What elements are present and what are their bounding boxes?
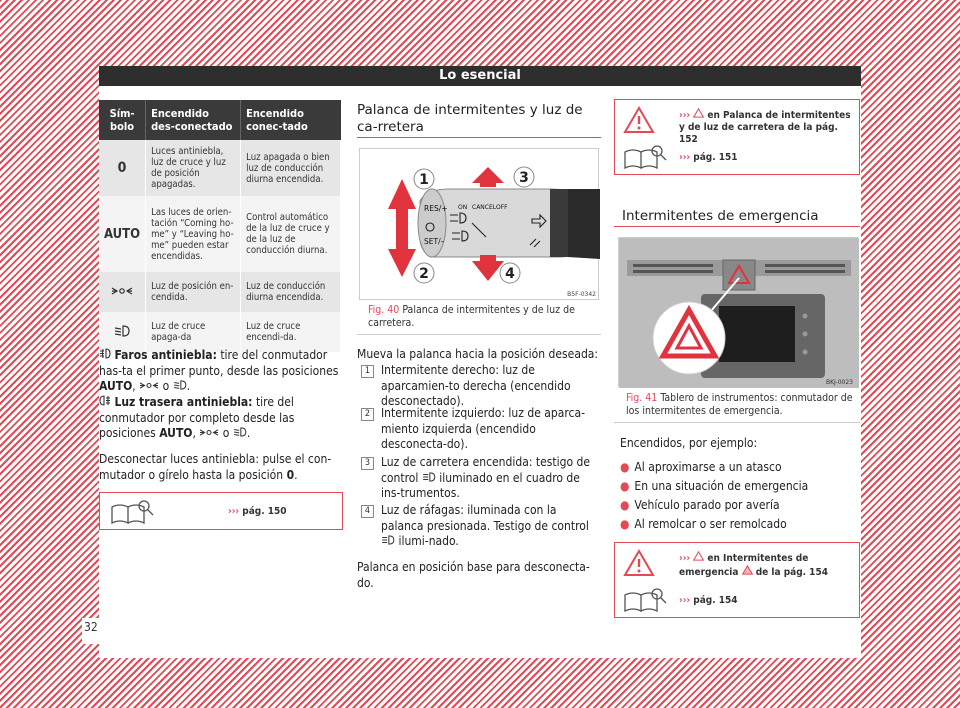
list-item bbox=[620, 460, 866, 476]
lever-item-4-text: Luz de ráfagas: iluminada con la palanca presionada. Testigo de control bbox=[381, 503, 589, 533]
lever-illustration bbox=[360, 149, 600, 301]
table-cell: Luz de cruce apaga-da bbox=[146, 312, 241, 352]
ref-item-2 bbox=[679, 595, 738, 607]
callout-2: 2 bbox=[419, 266, 429, 282]
fog-rear-tail: o bbox=[222, 426, 230, 440]
lever-label-set: SET/– bbox=[424, 237, 445, 246]
figure-code: B5F-0342 bbox=[567, 291, 596, 298]
table-header-symbol: Sím-bolo bbox=[99, 100, 146, 140]
warning-triangle-icon bbox=[623, 549, 655, 581]
book-icon bbox=[110, 499, 154, 529]
lever-item-2: Intermitente izquierdo: luz de aparca-miento izquierda (encendido desconecta-do). bbox=[381, 406, 585, 451]
warning-inline-icon bbox=[693, 553, 704, 564]
warning-inline-icon bbox=[742, 567, 753, 578]
ref-link[interactable]: pág. 150 bbox=[242, 506, 287, 517]
figure-caption-text: Palanca de intermitentes y de luz de carretera. bbox=[368, 304, 575, 329]
figure-bottom-line bbox=[614, 422, 860, 423]
reference-box bbox=[99, 492, 343, 530]
figure-40 bbox=[359, 148, 599, 300]
ref-arrow-icon: ››› bbox=[679, 595, 691, 606]
ref-link-page[interactable]: pág. 154 bbox=[693, 595, 738, 606]
callout-4: 4 bbox=[505, 266, 515, 282]
low-beam-icon bbox=[99, 312, 146, 352]
figure-label: Fig. 41 bbox=[626, 392, 658, 404]
figure-caption bbox=[368, 304, 594, 330]
warning-reference-box bbox=[614, 99, 860, 175]
list-item bbox=[620, 517, 866, 533]
bullet-icon: ● bbox=[620, 460, 630, 474]
low-beam-icon bbox=[233, 426, 247, 440]
item-number: 3 bbox=[361, 457, 374, 470]
warning-inline-icon bbox=[693, 110, 704, 121]
ref-item-1 bbox=[679, 551, 857, 579]
ref-arrow-icon: ››› bbox=[679, 553, 691, 564]
figure-caption-text: Tablero de instrumentos: conmutador de los intermitentes de emergencia. bbox=[626, 392, 853, 417]
list-item-text: Al aproximarse a un atasco bbox=[634, 460, 782, 474]
ref-link-hazard-page[interactable]: de la pág. 154 bbox=[755, 567, 828, 578]
fog-off-paragraph: Desconectar luces antiniebla: pulse el con-mutador o gírelo hasta la posición 0. bbox=[99, 452, 332, 482]
table-row bbox=[99, 140, 341, 196]
book-icon bbox=[623, 144, 667, 174]
table-cell: Luz de cruce encendi-da. bbox=[241, 312, 341, 352]
table-cell: Control automático de la luz de cruce y de la luz de conducción diurna. bbox=[241, 196, 341, 272]
zero-symbol: 0 bbox=[286, 467, 295, 482]
table-cell: Luz de conducción diurna encendida. bbox=[241, 272, 341, 312]
section-title-lever: Palanca de intermitentes y luz de ca-rretera bbox=[357, 102, 583, 135]
item-number: 4 bbox=[361, 505, 374, 518]
page-number: 32 bbox=[84, 620, 98, 634]
table-cell: Luces antiniebla, luz de cruce y luz de posición apagadas. bbox=[146, 140, 241, 196]
lever-label-on: ON bbox=[458, 204, 468, 211]
lever-item-1: Intermitente derecho: luz de aparcamien-to derecha (encendido desconectado). bbox=[381, 363, 571, 408]
table-cell: Luz de posición en-cendida. bbox=[146, 272, 241, 312]
book-icon bbox=[623, 587, 667, 617]
ref-arrow-icon: ››› bbox=[679, 110, 691, 121]
table-header-on: Encendido conec-tado bbox=[241, 100, 341, 140]
ref-arrow-icon: ››› bbox=[228, 506, 240, 517]
fog-rear-text: tire del conmutador por completo desde las posiciones bbox=[99, 395, 295, 440]
high-beam-icon bbox=[381, 534, 395, 548]
dashboard-illustration bbox=[619, 238, 859, 388]
symbol-auto: AUTO bbox=[99, 196, 146, 272]
high-beam-icon bbox=[422, 471, 436, 485]
lever-label-cancel: CANCEL bbox=[472, 204, 497, 211]
list-item-text: Vehículo parado por avería bbox=[634, 498, 780, 512]
table-cell: Luz apagada o bien luz de conducción diurna encendida. bbox=[241, 140, 341, 196]
title-underline bbox=[614, 226, 860, 227]
list-item-text: Al remolcar o ser remolcado bbox=[634, 517, 787, 531]
lever-item-3-text: Luz de carretera encendida: testigo de control bbox=[381, 455, 591, 485]
item-number: 1 bbox=[361, 365, 374, 378]
table-cell: Las luces de orien-tación “Coming ho-me” y “Leaving ho-me” pueden estar encendidas. bbox=[146, 196, 241, 272]
bullet-icon: ● bbox=[620, 498, 630, 512]
fog-rear-title: Luz trasera antiniebla: bbox=[114, 395, 253, 409]
light-switch-table bbox=[99, 100, 341, 352]
front-fog-icon bbox=[99, 348, 111, 362]
figure-caption bbox=[626, 392, 856, 418]
fog-front-tail: o bbox=[162, 379, 170, 393]
lever-item-3-text2: iluminado en el cuadro de ins-trumentos. bbox=[381, 470, 580, 500]
lever-label-off: OFF bbox=[496, 204, 508, 211]
title-underline bbox=[357, 137, 601, 138]
lever-item-3 bbox=[381, 455, 601, 502]
table-row bbox=[99, 272, 341, 312]
ref-item-2 bbox=[679, 152, 738, 164]
auto-symbol: AUTO bbox=[99, 379, 133, 393]
position-light-icon bbox=[139, 379, 159, 393]
item-number: 2 bbox=[361, 408, 374, 421]
lever-item-4 bbox=[381, 503, 601, 550]
lever-label-res: RES/+ bbox=[424, 204, 448, 213]
list-item bbox=[620, 498, 866, 514]
ref-arrow-icon: ››› bbox=[679, 152, 691, 163]
figure-label: Fig. 40 bbox=[368, 304, 400, 316]
section-title-hazard: Intermitentes de emergencia bbox=[622, 208, 819, 224]
low-beam-icon bbox=[173, 379, 187, 393]
bullet-icon: ● bbox=[620, 479, 630, 493]
auto-symbol: AUTO bbox=[159, 426, 193, 440]
fog-front-paragraph: Faros antiniebla: tire del conmutador has-ta el primer punto, desde las posiciones AUTO, o . bbox=[99, 348, 339, 393]
figure-bottom-line bbox=[357, 334, 601, 335]
callout-1: 1 bbox=[419, 172, 429, 188]
ref-item-1 bbox=[679, 108, 857, 146]
list-item-text: En una situación de emergencia bbox=[634, 479, 809, 493]
fog-front-text: tire del conmutador has-ta el primer punto, desde las posiciones bbox=[99, 348, 339, 378]
symbol-zero: 0 bbox=[99, 140, 146, 196]
fog-rear-paragraph: Luz trasera antiniebla: tire del conmutador por completo desde las posiciones AUTO, o . bbox=[99, 395, 295, 440]
warning-reference-box bbox=[614, 542, 860, 618]
table-row bbox=[99, 312, 341, 352]
bullet-icon: ● bbox=[620, 517, 630, 531]
warning-triangle-icon bbox=[623, 106, 655, 138]
list-item bbox=[620, 479, 866, 495]
ref-link-hazard[interactable]: en Intermitentes de emergencia bbox=[679, 553, 809, 578]
lever-item-4-text2: ilumi-nado. bbox=[398, 534, 459, 548]
ref-link-page[interactable]: pág. 151 bbox=[693, 152, 738, 163]
figure-41 bbox=[618, 237, 858, 387]
table-header-off: Encendido des-conectado bbox=[146, 100, 241, 140]
fog-front-title: Faros antiniebla: bbox=[114, 348, 217, 362]
fog-off-text: Desconectar luces antiniebla: pulse el con-mutador o gírelo hasta la posición bbox=[99, 452, 332, 482]
table-row bbox=[99, 196, 341, 272]
rear-fog-icon bbox=[99, 395, 111, 409]
lever-outro: Palanca en posición base para desconecta-do. bbox=[357, 560, 590, 590]
position-light-icon bbox=[99, 272, 146, 312]
hazard-intro: Encendidos, por ejemplo: bbox=[620, 436, 758, 450]
lever-intro: Mueva la palanca hacia la posición deseada: bbox=[357, 347, 599, 361]
page-header: Lo esencial bbox=[99, 66, 861, 86]
callout-3: 3 bbox=[519, 170, 529, 186]
figure-code: BKJ-0023 bbox=[825, 379, 853, 386]
ref-link-lever[interactable]: en Palanca de intermitentes y de luz de carretera de la pág. 152 bbox=[679, 110, 851, 145]
position-light-icon bbox=[199, 426, 219, 440]
